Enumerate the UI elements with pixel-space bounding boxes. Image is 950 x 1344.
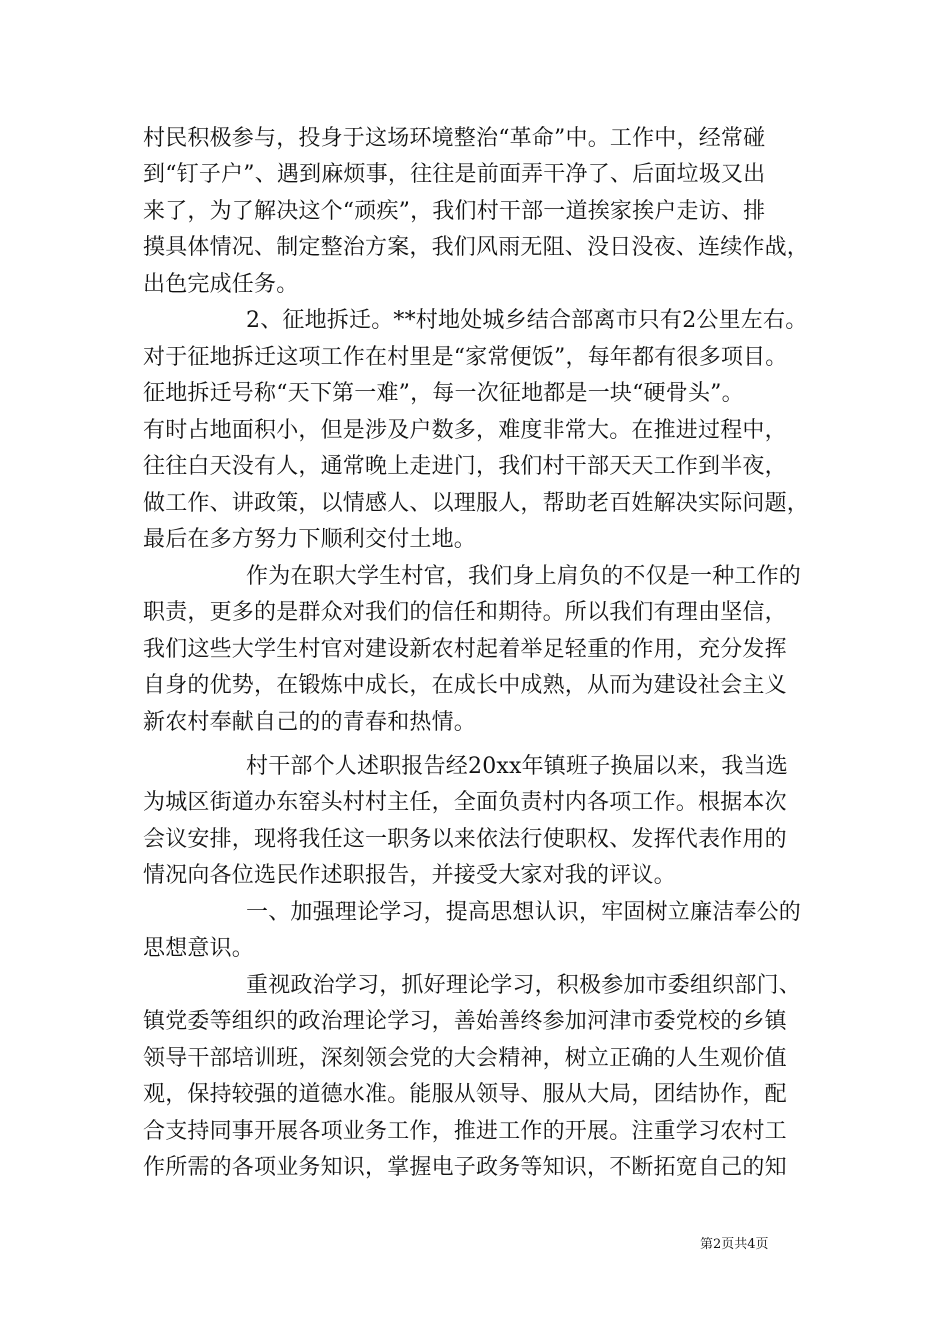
text-line: 观，保持较强的道德水准。能服从领导、服从大局，团结协作，配 (143, 1082, 787, 1107)
text-line: 往往白天没有人，通常晚上走进门，我们村干部天天工作到半夜， (143, 454, 787, 479)
text-line: 镇党委等组织的政治理论学习，善始善终参加河津市委党校的乡镇 (143, 1009, 787, 1034)
text-line: 出色完成任务。 (143, 272, 299, 297)
text-line: 自身的优势，在锻炼中成长，在成长中成熟，从而为建设社会主义 (143, 673, 787, 698)
text-line: 作所需的各项业务知识，掌握电子政务等知识，不断拓宽自己的知 (143, 1155, 787, 1180)
text-line: 有时占地面积小，但是涉及户数多，难度非常大。在推进过程中， (143, 418, 787, 443)
paragraph-start-line: 重视政治学习，抓好理论学习，积极参加市委组织部门、 (246, 973, 802, 998)
page-number-footer: 第2页共4页 (700, 1237, 769, 1252)
text-line: 做工作、讲政策，以情感人、以理服人，帮助老百姓解决实际问题， (143, 491, 810, 516)
text-line: 征地拆迁号称“天下第一难”，每一次征地都是一块“硬骨头”。 (143, 381, 744, 406)
section-heading-line: 一、加强理论学习，提高思想认识，牢固树立廉洁奉公的 (246, 900, 802, 925)
text-line: 情况向各位选民作述职报告，并接受大家对我的评议。 (143, 863, 676, 888)
text-line: 对于征地拆迁这项工作在村里是“家常便饭”，每年都有很多项目。 (143, 345, 788, 370)
text-line: 领导干部培训班，深刻领会党的大会精神，树立正确的人生观价值 (143, 1046, 787, 1071)
text-line: 来了，为了解决这个“顽疾”，我们村干部一道挨家挨户走访、排 (143, 199, 766, 224)
paragraph-start-line: 村干部个人述职报告经20xx年镇班子换届以来，我当选 (246, 754, 789, 779)
text-line: 我们这些大学生村官对建设新农村起着举足轻重的作用，充分发挥 (143, 637, 787, 662)
paragraph-start-line: 作为在职大学生村官，我们身上肩负的不仅是一种工作的 (246, 564, 802, 589)
text-line: 为城区街道办东窑头村村主任，全面负责村内各项工作。根据本次 (143, 790, 787, 815)
text-line: 职责，更多的是群众对我们的信任和期待。所以我们有理由坚信， (143, 600, 787, 625)
section-heading-line: 思想意识。 (143, 936, 255, 961)
text-line: 新农村奉献自己的的青春和热情。 (143, 710, 477, 735)
text-line: 合支持同事开展各项业务工作，推进工作的开展。注重学习农村工 (143, 1119, 787, 1144)
text-line: 到“钉子户”、遇到麻烦事，往往是前面弄干净了、后面垃圾又出 (143, 162, 766, 187)
text-line: 村民积极参与，投身于这场环境整治“革命”中。工作中，经常碰 (143, 126, 766, 151)
text-line: 会议安排，现将我任这一职务以来依法行使职权、发挥代表作用的 (143, 827, 787, 852)
text-line: 摸具体情况、制定整治方案，我们风雨无阻、没日没夜、连续作战， (143, 235, 810, 260)
text-line: 最后在多方努力下顺利交付土地。 (143, 527, 477, 552)
paragraph-start-line: 2、征地拆迁。**村地处城乡结合部离市只有2公里左右。 (246, 308, 808, 333)
